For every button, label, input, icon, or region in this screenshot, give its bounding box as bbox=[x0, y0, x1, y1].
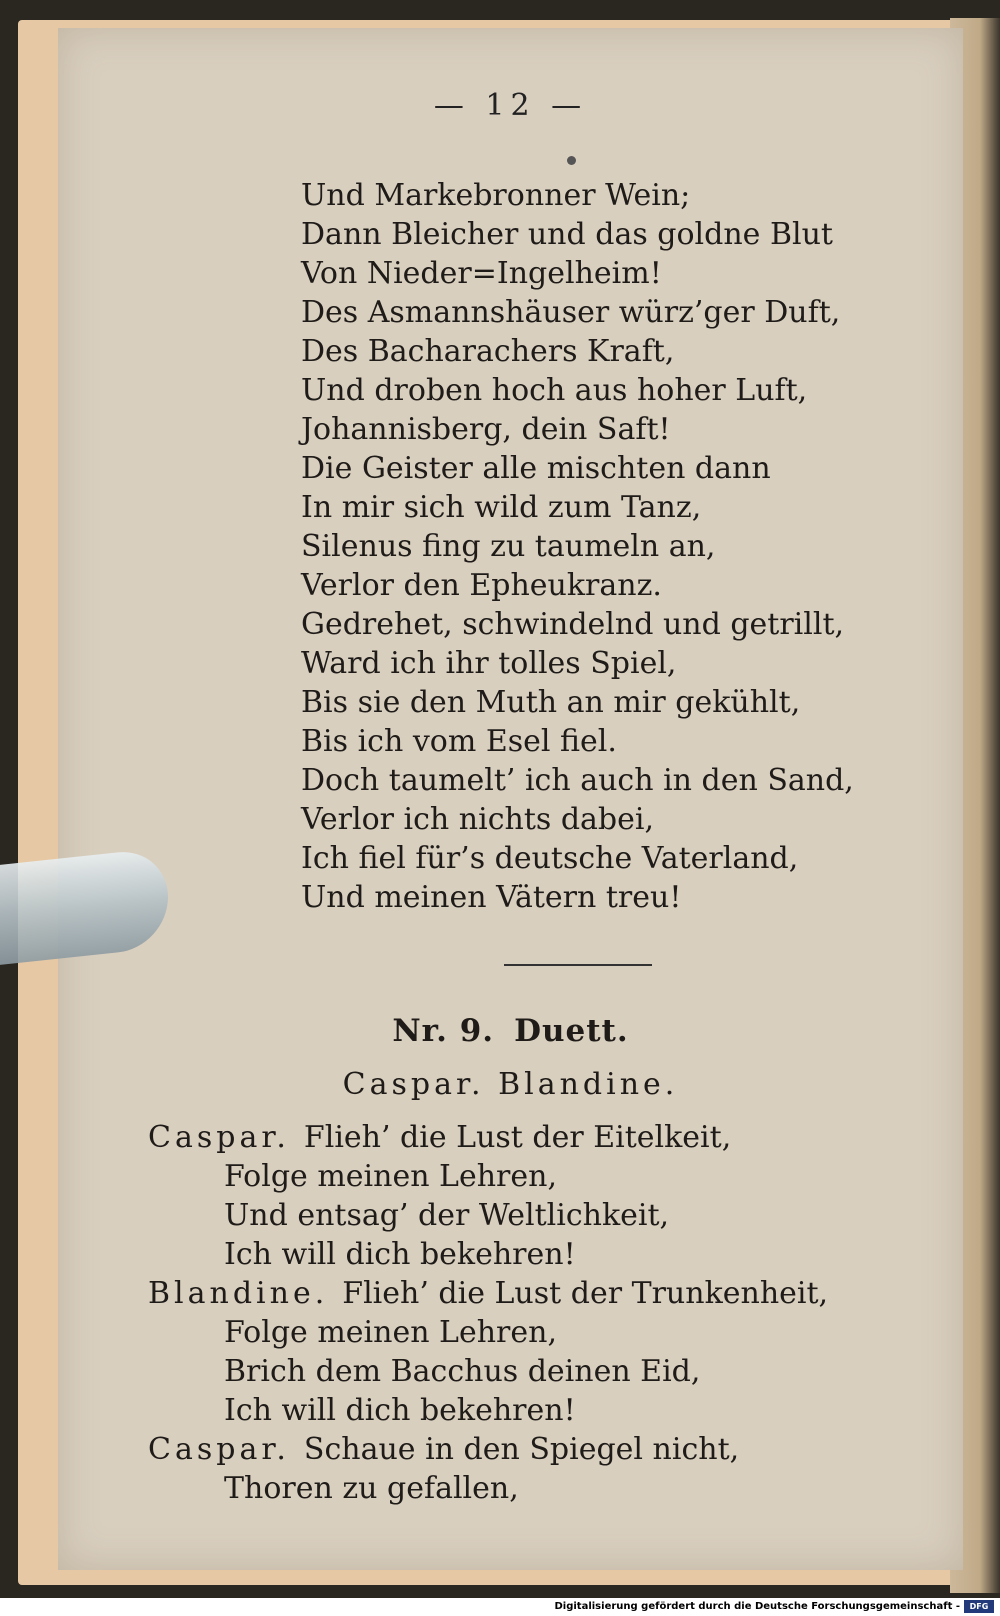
verse-line: In mir sich wild zum Tanz, bbox=[301, 490, 702, 525]
dialogue-block bbox=[148, 1118, 828, 1508]
section-divider bbox=[504, 964, 652, 966]
dialogue-line bbox=[148, 1313, 828, 1352]
section-title: Duett. bbox=[514, 1013, 629, 1049]
dialogue-text: Folge meinen Lehren, bbox=[224, 1159, 558, 1194]
verse-line: Verlor ich nichts dabei, bbox=[301, 802, 654, 837]
section-number: Nr. 9. bbox=[392, 1013, 495, 1049]
book-page bbox=[58, 28, 963, 1570]
page-number: — 12 — bbox=[433, 88, 588, 123]
verse-block bbox=[301, 176, 854, 917]
verse-line: Verlor den Epheukranz. bbox=[301, 568, 662, 603]
verse-line: Von Nieder=Ingelheim! bbox=[301, 256, 662, 291]
verse-line: Dann Bleicher und das goldne Blut bbox=[301, 217, 833, 252]
verse-line: Johannisberg, dein Saft! bbox=[301, 412, 671, 447]
dialogue-line bbox=[148, 1235, 828, 1274]
verse-line: Und droben hoch aus hoher Luft, bbox=[301, 373, 808, 408]
verse-line: Und Markebronner Wein; bbox=[301, 178, 691, 213]
dialogue-text: Flieh’ die Lust der Eitelkeit, bbox=[303, 1120, 732, 1155]
dialogue-text: Thoren zu gefallen, bbox=[224, 1471, 519, 1506]
verse-line: Des Bacharachers Kraft, bbox=[301, 334, 675, 369]
verse-line: Des Asmannshäuser würz’ger Duft, bbox=[301, 295, 841, 330]
dialogue-line bbox=[148, 1157, 828, 1196]
dialogue-text: Flieh’ die Lust der Trunkenheit, bbox=[342, 1276, 829, 1311]
verse-line: Bis ich vom Esel fiel. bbox=[301, 724, 617, 759]
verse-line: Und meinen Vätern treu! bbox=[301, 880, 682, 915]
verse-line: Ich fiel für’s deutsche Vaterland, bbox=[301, 841, 799, 876]
verse-line: Die Geister alle mischten dann bbox=[301, 451, 771, 486]
speaker-name: Blandine. bbox=[148, 1276, 329, 1311]
dialogue-text: Brich dem Bacchus deinen Eid, bbox=[224, 1354, 701, 1389]
dialogue-line bbox=[148, 1196, 828, 1235]
section-heading bbox=[58, 1013, 963, 1049]
character-list: Caspar. Blandine. bbox=[342, 1067, 679, 1102]
speaker-name: Caspar. bbox=[148, 1120, 290, 1155]
dialogue-line bbox=[148, 1118, 828, 1157]
dialogue-line bbox=[148, 1391, 828, 1430]
footer-credit: Digitalisierung gefördert durch die Deutsche Forschungsgemeinschaft - bbox=[554, 1601, 960, 1612]
dialogue-line bbox=[148, 1469, 828, 1508]
dfg-logo: DFG bbox=[964, 1600, 994, 1613]
dialogue-text: Und entsag’ der Weltlichkeit, bbox=[224, 1198, 670, 1233]
verse-line: Doch taumelt’ ich auch in den Sand, bbox=[301, 763, 854, 798]
dialogue-text: Folge meinen Lehren, bbox=[224, 1315, 558, 1350]
speaker-name: Caspar. bbox=[148, 1432, 290, 1467]
dialogue-line bbox=[148, 1274, 828, 1313]
dialogue-text: Ich will dich bekehren! bbox=[224, 1237, 576, 1272]
digitization-footer bbox=[0, 1598, 1000, 1616]
ink-dot bbox=[567, 156, 576, 165]
dialogue-text: Ich will dich bekehren! bbox=[224, 1393, 576, 1428]
verse-line: Silenus fing zu taumeln an, bbox=[301, 529, 716, 564]
dialogue-line bbox=[148, 1430, 828, 1469]
dialogue-text: Schaue in den Spiegel nicht, bbox=[303, 1432, 740, 1467]
verse-line: Ward ich ihr tolles Spiel, bbox=[301, 646, 677, 681]
verse-line: Gedrehet, schwindelnd und getrillt, bbox=[301, 607, 845, 642]
dialogue-line bbox=[148, 1352, 828, 1391]
verse-line: Bis sie den Muth an mir gekühlt, bbox=[301, 685, 801, 720]
